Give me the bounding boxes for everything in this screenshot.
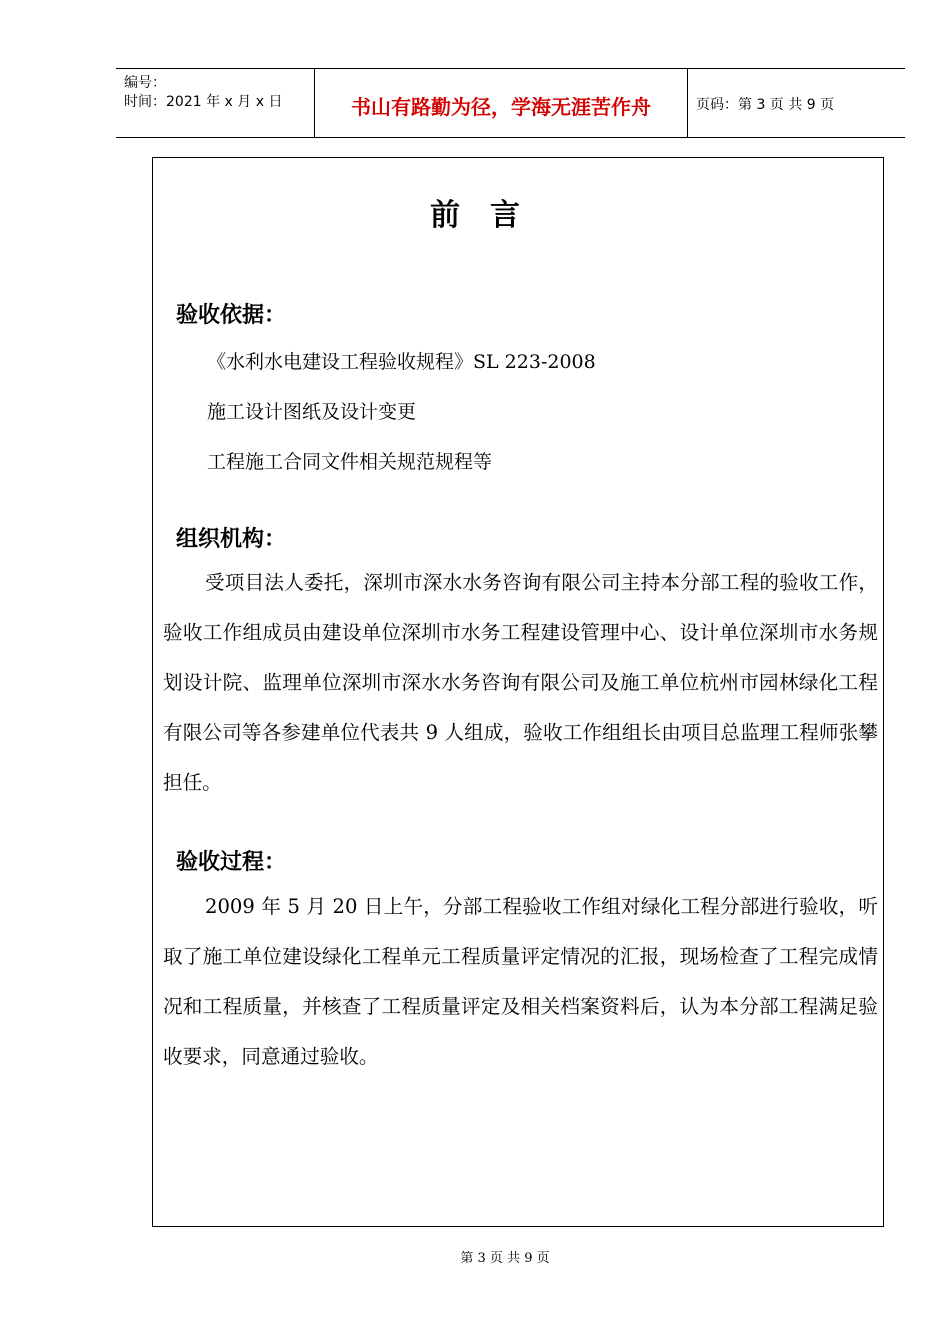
document-time: 时间：2021 年 x 月 x 日 xyxy=(124,94,283,110)
page-footer: 第 3 页 共 9 页 xyxy=(460,1251,550,1266)
page-title: 前言 xyxy=(430,198,550,233)
motto: 书山有路勤为径，学海无涯苦作舟 xyxy=(351,95,651,119)
header-meta-cell xyxy=(116,69,315,137)
header-page-cell xyxy=(688,69,905,137)
page-number: 页码：第 3 页 共 9 页 xyxy=(696,97,835,113)
document-number: 编号： xyxy=(124,75,166,91)
section-heading-organization: 组织机构： xyxy=(176,527,287,552)
page-header xyxy=(116,68,905,138)
basis-item: 施工设计图纸及设计变更 xyxy=(207,401,417,423)
basis-item: 《水利水电建设工程验收规程》SL 223-2008 xyxy=(207,351,596,373)
section-heading-basis: 验收依据： xyxy=(176,303,287,328)
organization-paragraph: 受项目法人委托，深圳市深水水务咨询有限公司主持本分部工程的验收工作，验收工作组成员由建设单位深圳市水务工程建设管理中心、设计单位深圳市水务规划设计院、监理单位深圳市深水水务咨询有限公司及施工单位杭州市园林绿化工程有限公司等各参建单位代表共 9 人组成，验收工作组组长由项目总监理工程师张攀担任。 xyxy=(163,571,878,794)
header-motto-cell xyxy=(315,69,688,137)
process-paragraph: 2009 年 5 月 20 日上午，分部工程验收工作组对绿化工程分部进行验收，听取了施工单位建设绿化工程单元工程质量评定情况的汇报，现场检查了工程完成情况和工程质量，并核查了工程质量评定及相关档案资料后，认为本分部工程满足验收要求，同意通过验收。 xyxy=(163,895,878,1068)
section-heading-process: 验收过程： xyxy=(176,850,287,875)
basis-item: 工程施工合同文件相关规范规程等 xyxy=(207,451,493,473)
